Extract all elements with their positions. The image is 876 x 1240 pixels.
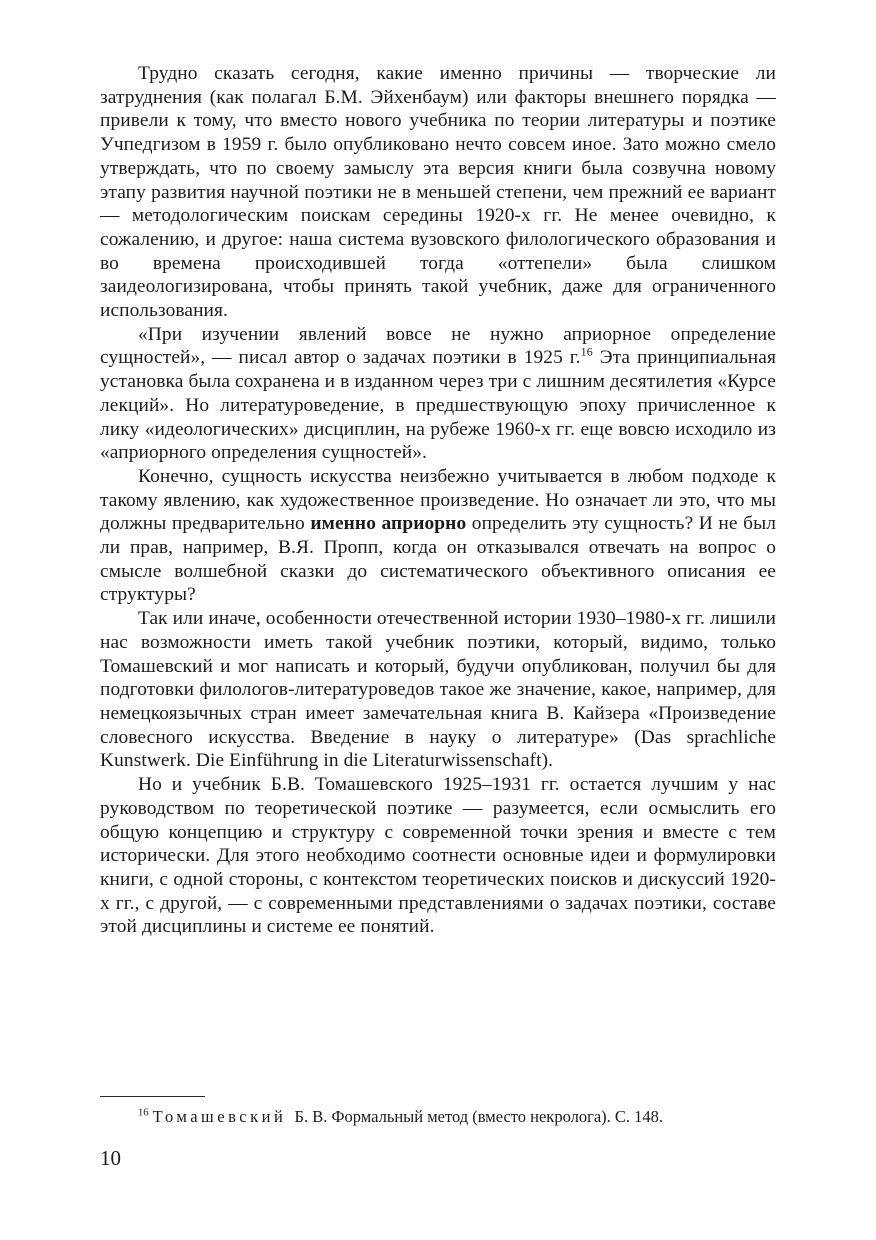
- footnote-text: Б. В. Формальный метод (вместо некролога). С. 148.: [294, 1107, 664, 1126]
- footnote-author: Томашевский: [152, 1107, 287, 1126]
- paragraph-3-bold-phrase: именно априорно: [310, 513, 467, 535]
- main-text: [100, 62, 776, 939]
- paragraph-4: Так или иначе, особенности отечественной истории 1930–1980-х гг. лишили нас возможности иметь такой учебник поэтики, который, видимо, только Томашевский и мог написать и который, будучи опубликован, получил бы для подготовки филологов-литературоведов такое же значение, какое, например, для немецкоязычных стран имеет замечательная книга В. Кайзера «Произведение словесного искусства. Введение в науку о литературе» (Das sprachliche Kunstwerk. Die Einführung in die Literaturwissenschaft).: [100, 608, 776, 772]
- paragraph-3: [100, 465, 776, 607]
- page-number: 10: [100, 1146, 121, 1170]
- paragraph-2-text: «При изучении явлений вовсе не нужно априорное определение сущностей», — писал автор о задачах поэтики в 1925 г.: [100, 323, 776, 369]
- paragraph-3-text: Конечно, сущность искусства неизбежно учитывается в любом подходе к такому явлению, как художественное произведение. Но означает ли это, что мы должны предварительно: [100, 465, 776, 535]
- paragraph-2: [100, 323, 776, 465]
- footnote-divider: [100, 1096, 205, 1097]
- paragraph-1: Трудно сказать сегодня, какие именно причины — творческие ли затруднения (как полагал Б.М. Эйхенбаум) или факторы внешнего порядка — привели к тому, что вместо нового учебника по теории литературы и поэтике Учпедгизом в 1959 г. было опубликовано нечто совсем иное. Зато можно смело утверждать, что по своему замыслу эта версия книги была созвучна новому этапу развития научной поэтики не в меньшей степени, чем прежний ее вариант — методологическим поискам середины 1920-х гг. Не менее очевидно, к сожалению, и другое: наша система вузовского филологического образования и во времена происходившей тогда «оттепели» была слишком заидеологизирована, чтобы принять такой учебник, даже для ограниченного использования.: [100, 63, 776, 322]
- footnote-number: 16: [138, 1107, 149, 1119]
- paragraph-2-text-continued: Эта принципиальная установка была сохранена и в изданном через три с лишним десятилетия «Курсе лекций». Но литературоведение, в предшествующую эпоху причисленное к лику «идеологических» дисциплин, на рубеже 1960-х гг. еще вовсю исходило из «априорного определения сущностей».: [100, 347, 776, 464]
- footnote-reference-marker: 16: [580, 344, 593, 359]
- footnote: [100, 1107, 776, 1127]
- paragraph-3-text-continued: определить эту сущность? И не был ли прав, например, В.Я. Пропп, когда он отказывался отвечать на вопрос о смысле волшебной сказки до систематического объективного описания ее структуры?: [100, 513, 776, 606]
- footnote-area: [100, 1096, 776, 1127]
- paragraph-5: Но и учебник Б.В. Томашевского 1925–1931 гг. остается лучшим у нас руководством по теоретической поэтике — разумеется, если осмыслить его общую концепцию и структуру с современной точки зрения и вместе с тем исторически. Для этого необходимо соотнести основные идеи и формулировки книги, с одной стороны, с контекстом теоретических поисков и дискуссий 1920-х гг., с другой, — с современными представлениями о задачах поэтики, составе этой дисциплины и системе ее понятий.: [100, 774, 776, 938]
